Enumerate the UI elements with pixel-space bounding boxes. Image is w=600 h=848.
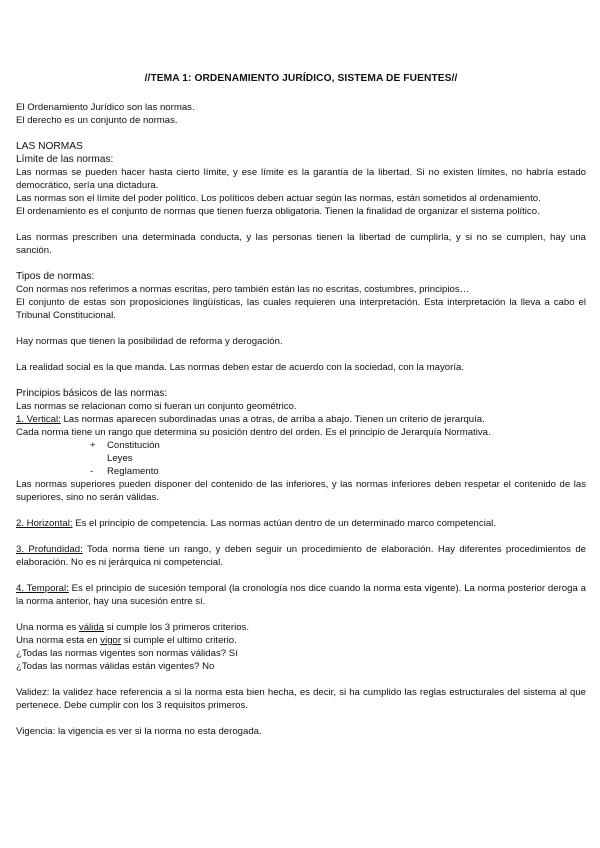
paragraph: Cada norma tiene un rango que determina su posición dentro del orden. Es el principio de Jerarquía Normativa.	[16, 427, 491, 438]
paragraph: Las normas prescriben una determinada conducta, y las personas tienen la libertad de cumplirla, y si no se cumplen, hay una sanción.	[16, 232, 586, 256]
list-item: Leyes	[107, 453, 133, 464]
principle-temporal: 4. Temporal: Es el principio de sucesión temporal (la cronología nos dice cuando la norma esta vigente). La norma posterior deroga a la norma anterior, hay una sucesión entre sí.	[16, 583, 586, 607]
question-line: ¿Todas las normas válidas están vigentes? No	[16, 661, 215, 672]
principle-label: 3. Profundidad:	[16, 544, 83, 555]
paragraph: Con normas nos referimos a normas escritas, pero también están las no escritas, costumbres, principios…	[16, 284, 470, 295]
principle-label: 2. Horizontal:	[16, 518, 73, 529]
paragraph: Las normas superiores pueden disponer del contenido de las inferiores, y las normas inferiores deben respetar el contenido de las superiores, sino no serán válidas.	[16, 479, 586, 503]
section-heading-principios: Principios básicos de las normas:	[16, 388, 168, 399]
paragraph: Las normas son el límite del poder político. Los políticos deben actuar según las normas, están sometidos al ordenamiento.	[16, 193, 541, 204]
document-page	[16, 72, 586, 738]
principle-profundidad: 3. Profundidad: Toda norma tiene un rango, y deben seguir un procedimiento de elaboración. Hay diferentes procedimientos de elaboración. No es ni jerárquica ni competencial.	[16, 544, 587, 568]
section-heading-tipos: Tipos de normas:	[16, 271, 95, 282]
section-heading-las-normas: LAS NORMAS	[16, 141, 83, 152]
list-item: + Constitución	[90, 440, 160, 451]
paragraph: Hay normas que tienen la posibilidad de reforma y derogación.	[16, 336, 283, 347]
principle-label: 1. Vertical:	[16, 414, 61, 425]
principle-vertical: 1. Vertical: Las normas aparecen subordinadas unas a otras, de arriba a abajo. Tienen un criterio de jerarquía.	[16, 414, 485, 425]
list-item: - Reglamento	[90, 466, 159, 477]
subheading-limite: Límite de las normas:	[16, 154, 114, 165]
validity-line: Una norma esta en vigor si cumple el ultimo criterio.	[16, 635, 237, 646]
principle-horizontal: 2. Horizontal: Es el principio de competencia. Las normas actúan dentro de un determinado marco competencial.	[16, 518, 496, 529]
paragraph: Las normas se pueden hacer hasta cierto límite, y ese límite es la garantía de la libertad. Si no existen límites, no habría estado democrático, sería una dictadura.	[16, 167, 586, 191]
paragraph: El ordenamiento es el conjunto de normas que tienen fuerza obligatoria. Tienen la finalidad de organizar el sistema político.	[16, 206, 540, 217]
principle-label: 4. Temporal:	[16, 583, 69, 594]
definition-vigencia: Vigencia: la vigencia es ver si la norma no esta derogada.	[16, 726, 262, 737]
hierarchy-list	[16, 439, 586, 478]
paragraph: La realidad social es la que manda. Las normas deben estar de acuerdo con la sociedad, con la mayoría.	[16, 362, 464, 373]
definition-validez: Validez: la validez hace referencia a si la norma esta bien hecha, es decir, si ha cumplido las reglas estructurales del sistema al que pertenece. Debe cumplir con los 3 requisitos primeros.	[16, 687, 586, 711]
question-line: ¿Todas las normas vigentes son normas válidas? Sí	[16, 648, 238, 659]
validity-line: Una norma es válida si cumple los 3 primeros criterios.	[16, 622, 250, 633]
paragraph: Las normas se relacionan como si fueran un conjunto geométrico.	[16, 401, 297, 412]
intro-line: El Ordenamiento Jurídico son las normas.	[16, 102, 195, 113]
page-title: //TEMA 1: ORDENAMIENTO JURÍDICO, SISTEMA DE FUENTES//	[144, 73, 458, 84]
intro-line: El derecho es un conjunto de normas.	[16, 115, 178, 126]
paragraph: El conjunto de estas son proposiciones lingüísticas, las cuales requieren una interpretación. Esta interpretación la lleva a cabo el Tribunal Constitucional.	[16, 297, 586, 321]
